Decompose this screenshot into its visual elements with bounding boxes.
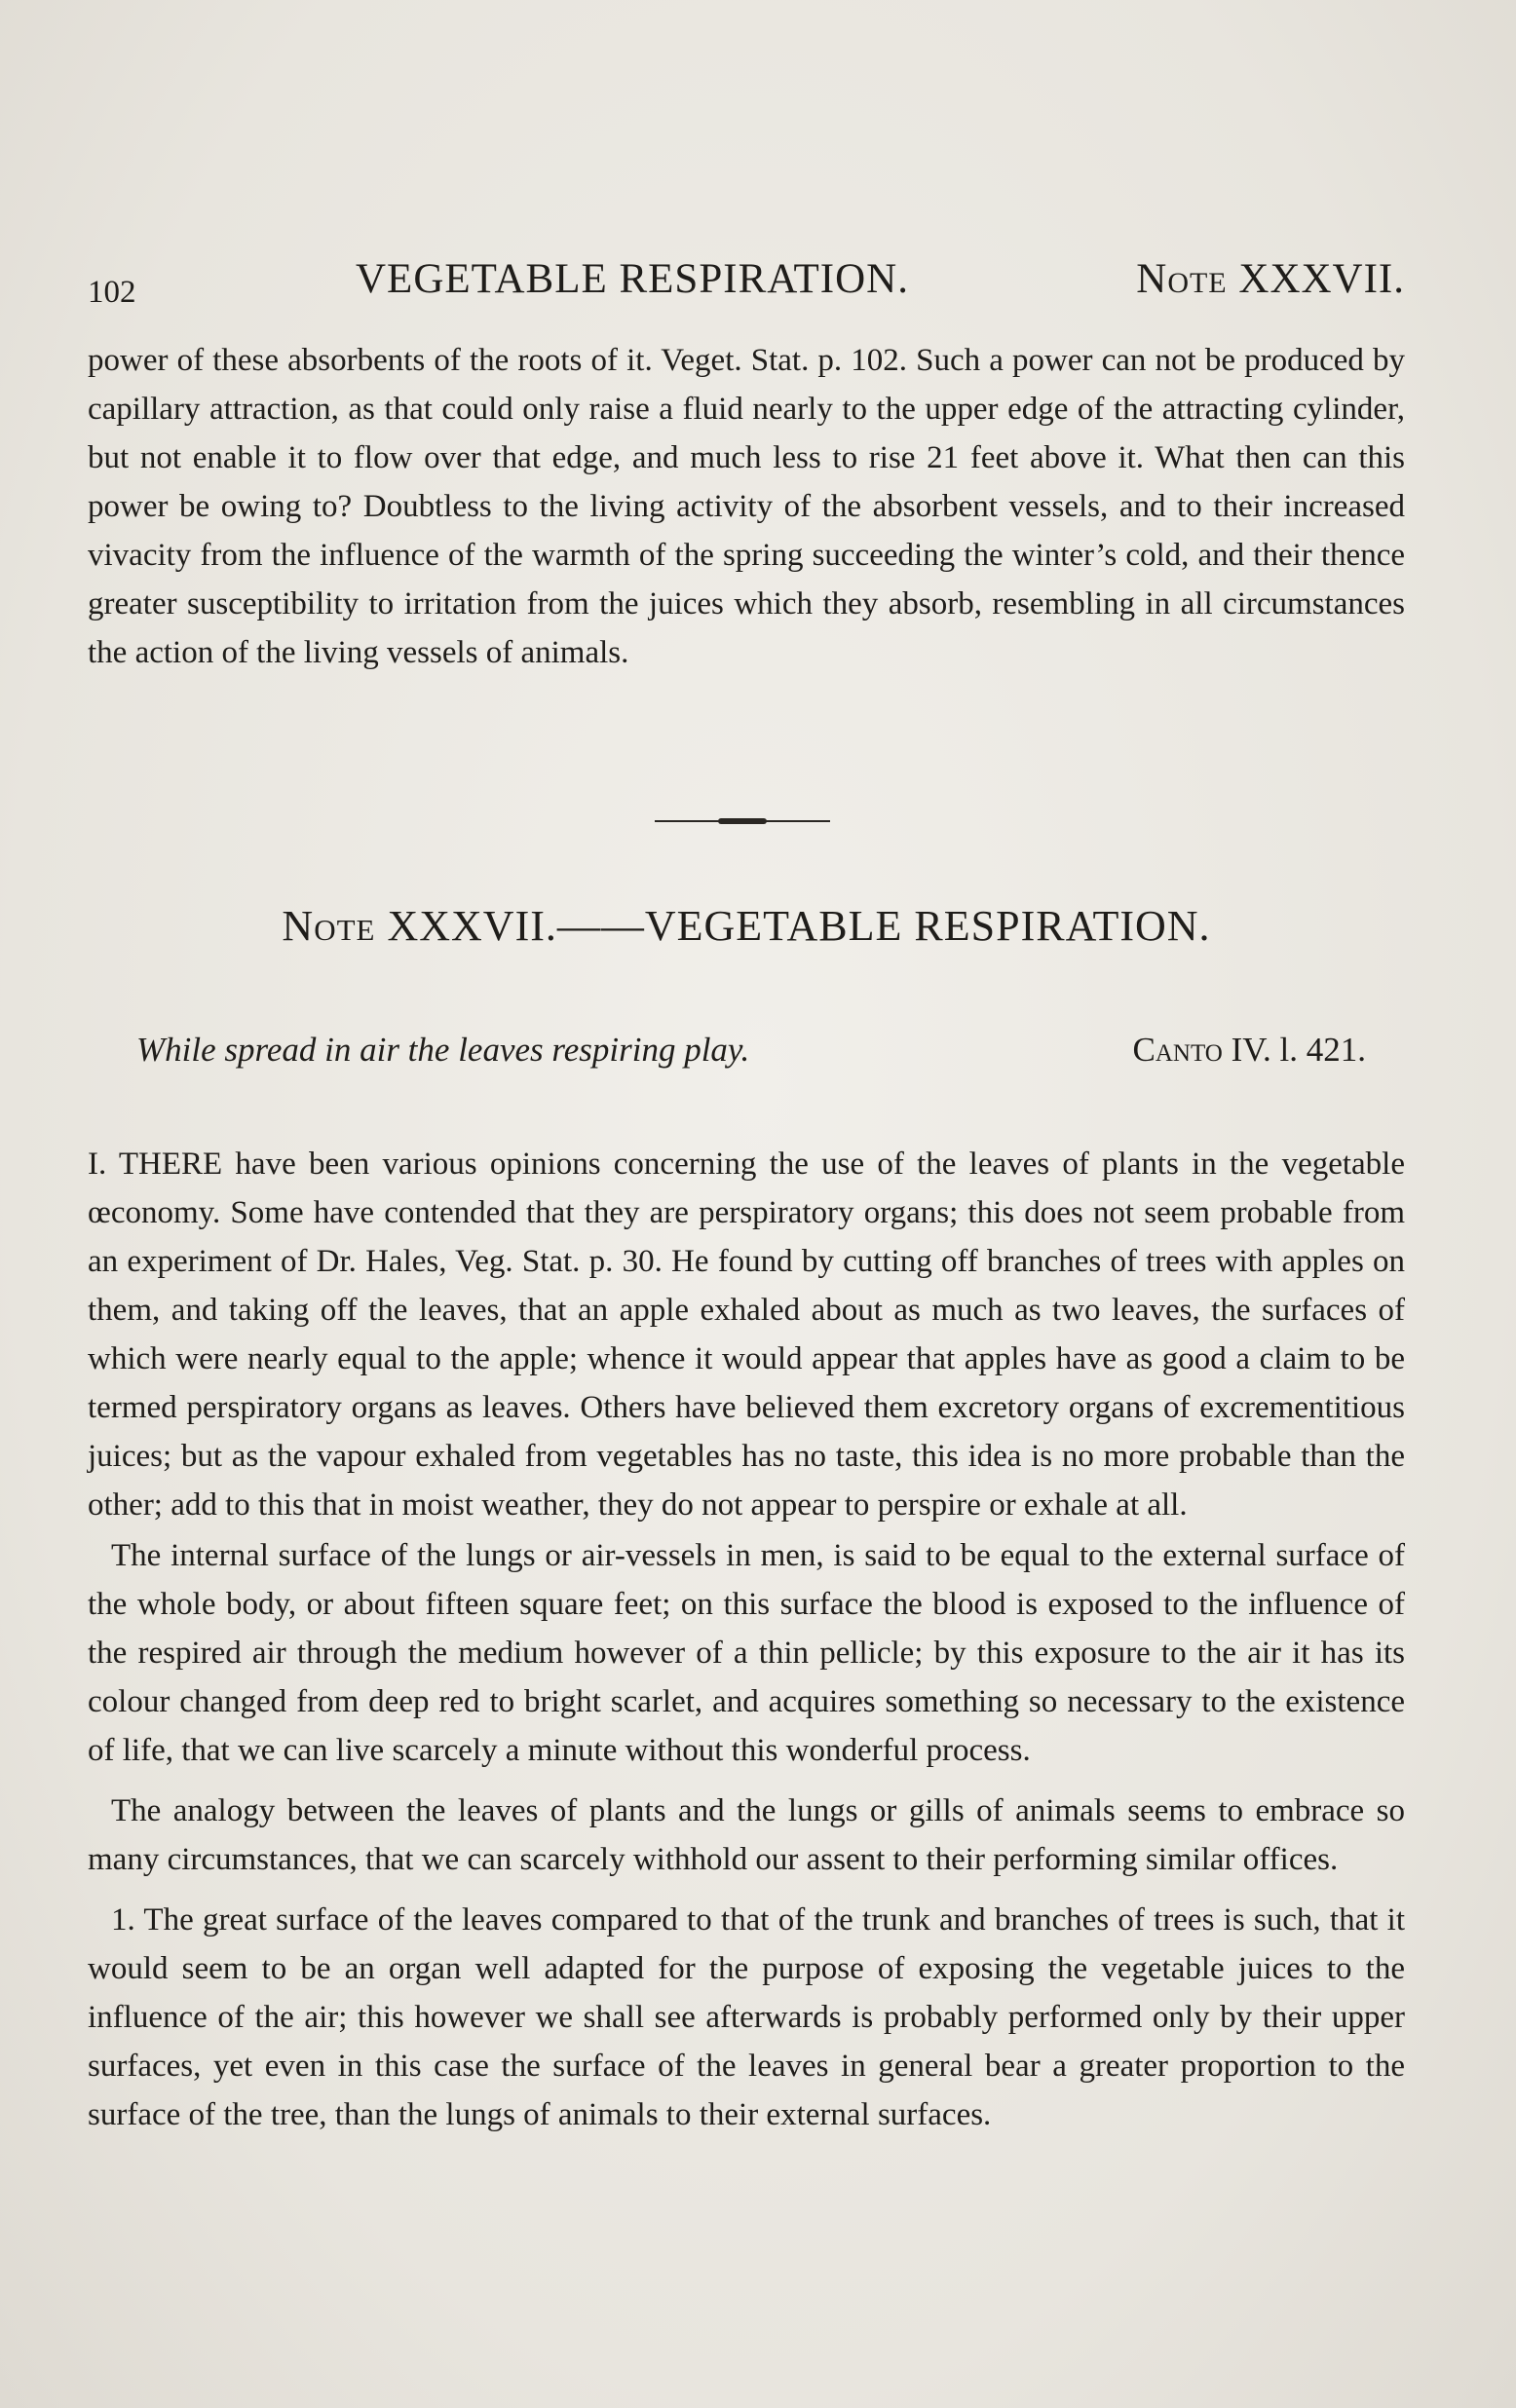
- continued-paragraph: [88, 336, 1405, 677]
- body-paragraph-1: I. THERE have been various opinions concerning the use of the leaves of plants in the vegetable œconomy. Some have contended that they are perspiratory organs; this does not seem probable from an experiment of Dr. Hales, Veg. Stat. p. 30. He found by cutting off branches of trees with apples on them, and taking off the leaves, that an apple exhaled about as much as two leaves, the surfaces of which were nearly equal to the apple; whence it would appear that apples have as good a claim to be termed perspiratory organs as leaves. Others have believed them excretory organs of excrementitious juices; but as the vapour exhaled from vegetables has no taste, this idea is no more probable than the other; add to this that in moist weather, they do not appear to perspire or exhale at all.: [88, 1147, 1405, 1523]
- body-paragraph-3: The analogy between the leaves of plants and the lungs or gills of animals seems to embrace so many circumstances, that we can scarcely withhold our assent to their performing similar offices.: [88, 1793, 1405, 1877]
- running-head: [88, 255, 1405, 314]
- epigraph-reference: [1133, 1031, 1366, 1070]
- epigraph-quote: While spread in air the leaves respiring play.: [136, 1031, 750, 1069]
- note-heading: [88, 901, 1405, 951]
- note-heading-label: Note: [282, 902, 376, 950]
- body-paragraph-4: 1. The great surface of the leaves compared to that of the trunk and branches of trees is such, that it would seem to be an organ well adapted for the purpose of exposing the vegetable juices to the influence of the air; this however we shall see afterwards is probably performed only by their upper surfaces, yet even in this case the surface of the leaves in general bear a greater proportion to the surface of the tree, than the lungs of animals to their external surfaces.: [88, 1902, 1405, 2132]
- note-body: [88, 1140, 1405, 2139]
- body-paragraph-2: The internal surface of the lungs or air-vessels in men, is said to be equal to the external surface of the whole body, or about fifteen square feet; on this surface the blood is exposed to the influence of the respired air through the medium however of a thin pellicle; by this exposure to the air it has its colour changed from deep red to bright scarlet, and acquires something so necessary to the existence of life, that we can live scarcely a minute without this wonderful process.: [88, 1538, 1405, 1768]
- page-number: 102: [88, 275, 136, 310]
- epigraph: [136, 1031, 1366, 1079]
- running-note-number: Note XXXVII.: [1136, 256, 1405, 302]
- ornamental-rule: [655, 818, 830, 824]
- continued-paragraph-text: power of these absorbents of the roots of it. Veget. Stat. p. 102. Such a power can not be produced by capillary attraction, as that could only raise a fluid nearly to the upper edge of the attracting cylinder, but not enable it to flow over that edge, and much less to rise 21 feet above it. What then can this power be owing to? Doubtless to the living activity of the absorbent vessels, and to their increased vivacity from the influence of the warmth of the spring succeeding the winter’s cold, and their thence greater susceptibility to irritation from the juices which they absorb, resembling in all circumstances the action of the living vessels of animals.: [88, 343, 1405, 670]
- canto-reference: IV. l. 421.: [1231, 1031, 1366, 1069]
- running-title: VEGETABLE RESPIRATION.: [356, 256, 909, 302]
- note-heading-title: XXXVII.——VEGETABLE RESPIRATION.: [387, 902, 1211, 950]
- canto-label: Canto: [1132, 1031, 1223, 1069]
